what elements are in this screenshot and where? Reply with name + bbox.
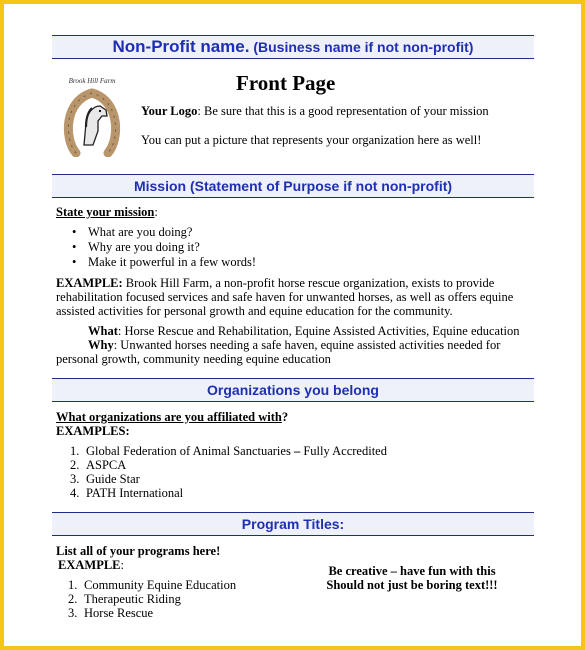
list-number: 2. — [68, 592, 78, 606]
example-text-1: Brook Hill Farm, a non-profit horse rescue organization, exists to provide — [122, 276, 495, 290]
programs-example-colon: : — [120, 558, 124, 572]
programs-list — [48, 578, 308, 620]
picture-line: You can put a picture that represents your organization here as well! — [141, 133, 482, 147]
org-name-label: Non-Profit name. — [112, 37, 250, 56]
programs-list-heading: List all of your programs here! — [56, 544, 221, 558]
list-item: • What are you doing? — [56, 225, 536, 240]
org-name: PATH International — [86, 486, 184, 500]
your-logo-line — [141, 104, 489, 119]
org-name-sub: (Business name if not non-profit) — [249, 39, 474, 55]
list-item — [48, 592, 308, 606]
list-item — [50, 458, 530, 472]
list-item — [50, 444, 530, 458]
what-why-block — [56, 324, 540, 366]
example-line-2: rehabilitation focused services and safe haven for unwanted horses, as well as offers equine — [56, 290, 514, 304]
orgs-question — [56, 410, 288, 425]
list-number: 3. — [70, 472, 80, 486]
front-page-title: Front Page — [236, 71, 336, 95]
list-number: 1. — [68, 578, 78, 592]
program-title: Horse Rescue — [84, 606, 154, 620]
logo-script-text: Brook Hill Farm — [68, 77, 116, 85]
your-logo-text: : Be sure that this is a good representation of your mission — [197, 104, 489, 118]
program-title: Community Equine Education — [84, 578, 237, 592]
state-mission-colon: : — [154, 205, 158, 219]
orgs-list — [50, 444, 530, 500]
why-continued: personal growth, community needing equine education — [56, 352, 331, 366]
org-name: Guide Star — [86, 472, 140, 486]
program-title: Therapeutic Riding — [84, 592, 181, 606]
header-band — [52, 35, 534, 59]
creative-line-1: Be creative – have fun with this — [328, 564, 496, 578]
list-item — [50, 472, 530, 486]
list-item — [48, 578, 308, 592]
what-line — [56, 324, 540, 338]
list-item: • Make it powerful in a few words! — [56, 255, 536, 270]
brook-hill-farm-logo — [62, 75, 122, 157]
example-label: EXAMPLE: — [56, 276, 123, 290]
document-page — [4, 4, 581, 646]
creative-note — [322, 564, 502, 592]
orgs-question-text: What organizations are you affiliated with — [56, 410, 282, 424]
org-name: ASPCA — [86, 458, 127, 472]
org-dash: – — [293, 444, 301, 458]
orgs-question-mark: ? — [281, 410, 289, 424]
example-line-3: assisted activities for personal growth and equine education for the community. — [56, 304, 453, 318]
programs-example-label: EXAMPLE — [58, 558, 121, 572]
list-number: 3. — [68, 606, 78, 620]
list-number: 2. — [70, 458, 80, 472]
mission-band: Mission (Statement of Purpose if not non-profit) — [52, 174, 534, 198]
your-logo-label: Your Logo — [141, 104, 198, 118]
orgs-examples-label: EXAMPLES: — [56, 424, 130, 438]
why-label: Why — [88, 338, 114, 352]
programs-example-line — [58, 558, 124, 573]
why-line — [56, 338, 540, 352]
mission-example — [56, 276, 538, 318]
why-text: : Unwanted horses needing a safe haven, equine assisted activities needed for — [113, 338, 501, 352]
what-label: What — [88, 324, 118, 338]
mission-bullet-list — [56, 225, 536, 270]
list-item: • Why are you doing it? — [56, 240, 536, 255]
example-line-1 — [56, 276, 538, 290]
list-item — [48, 606, 308, 620]
programs-band: Program Titles: — [52, 512, 534, 536]
list-item — [50, 486, 530, 500]
state-mission-heading — [56, 205, 158, 220]
creative-line-2: Should not just be boring text!!! — [326, 578, 498, 592]
organizations-band: Organizations you belong — [52, 378, 534, 402]
list-number: 1. — [70, 444, 80, 458]
state-mission-label: State your mission — [56, 205, 155, 219]
list-number: 4. — [70, 486, 80, 500]
org-status: Fully Accredited — [300, 444, 387, 458]
what-text: : Horse Rescue and Rehabilitation, Equine Assisted Activities, Equine education — [117, 324, 520, 338]
org-name: Global Federation of Animal Sanctuaries — [86, 444, 294, 458]
horseshoe-horse-logo-icon — [62, 75, 122, 157]
